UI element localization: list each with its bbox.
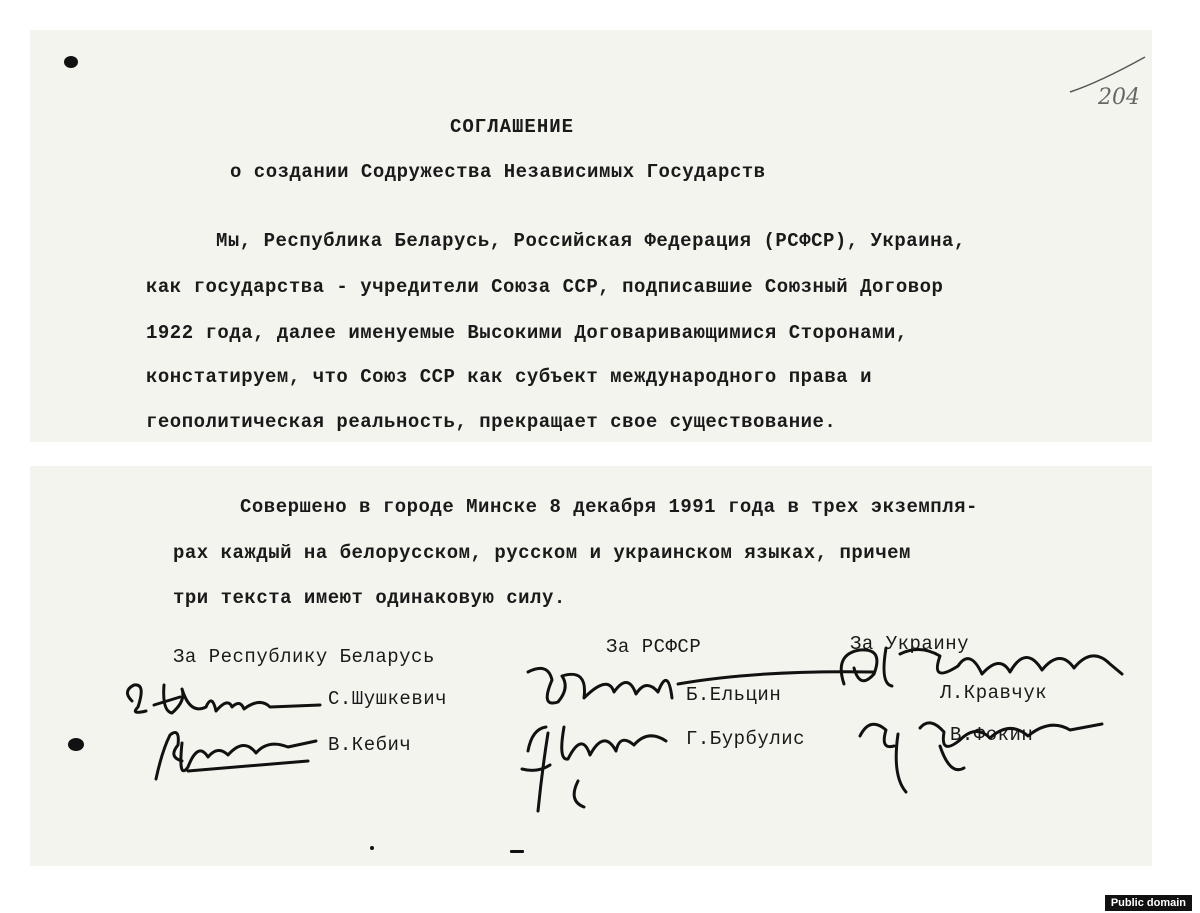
ink-mark bbox=[370, 846, 374, 850]
page-number-mark bbox=[1060, 52, 1150, 112]
signatory-yeltsin: Б.Ельцин bbox=[686, 684, 782, 706]
burbulis-signature bbox=[508, 711, 703, 821]
yeltsin-signature bbox=[518, 658, 878, 718]
document-page-top bbox=[30, 30, 1152, 442]
closing-line-3: три текста имеют одинаковую силу. bbox=[173, 587, 566, 609]
signatory-kravchuk: Л.Кравчук bbox=[940, 682, 1048, 704]
closing-line-2: рах каждый на белорусском, русском и украинском языках, причем bbox=[173, 542, 911, 564]
agreement-subheading: о создании Содружества Независимых Государств bbox=[230, 161, 766, 183]
ink-blot bbox=[64, 56, 78, 68]
signatory-burbulis: Г.Бурбулис bbox=[686, 728, 806, 750]
preamble-line-3: 1922 года, далее именуемые Высокими Договаривающимися Сторонами, bbox=[146, 322, 908, 344]
preamble-line-5: геополитическая реальность, прекращает свое существование. bbox=[146, 411, 837, 433]
preamble-line-4: констатируем, что Союз ССР как субъект международного права и bbox=[146, 366, 873, 388]
signatory-kebich: В.Кебич bbox=[328, 734, 412, 756]
belarus-header: За Республику Беларусь bbox=[173, 646, 435, 668]
kebich-signature bbox=[148, 721, 323, 791]
page-number: 204 bbox=[1098, 85, 1140, 110]
preamble-line-1: Мы, Республика Беларусь, Российская Федерация (РСФСР), Украина, bbox=[216, 230, 966, 252]
fokin-signature bbox=[840, 706, 1110, 801]
ukraine-header: За Украину bbox=[850, 633, 970, 655]
signatory-fokin: В.Фокин bbox=[950, 724, 1034, 746]
preamble-line-2: как государства - учредители Союза ССР, подписавшие Союзный Договор bbox=[146, 276, 944, 298]
kravchuk-signature bbox=[830, 634, 1130, 709]
signatory-shushkevich: С.Шушкевич bbox=[328, 688, 448, 710]
rsfsr-header: За РСФСР bbox=[606, 636, 702, 658]
public-domain-badge: Public domain bbox=[1105, 895, 1192, 911]
document-page-bottom bbox=[30, 466, 1152, 866]
agreement-heading: СОГЛАШЕНИЕ bbox=[450, 116, 575, 138]
ink-mark bbox=[510, 850, 524, 853]
shushkevich-signature bbox=[120, 671, 335, 726]
ink-blot bbox=[68, 738, 84, 751]
closing-line-1: Совершено в городе Минске 8 декабря 1991 года в трех экземпля- bbox=[240, 496, 978, 518]
